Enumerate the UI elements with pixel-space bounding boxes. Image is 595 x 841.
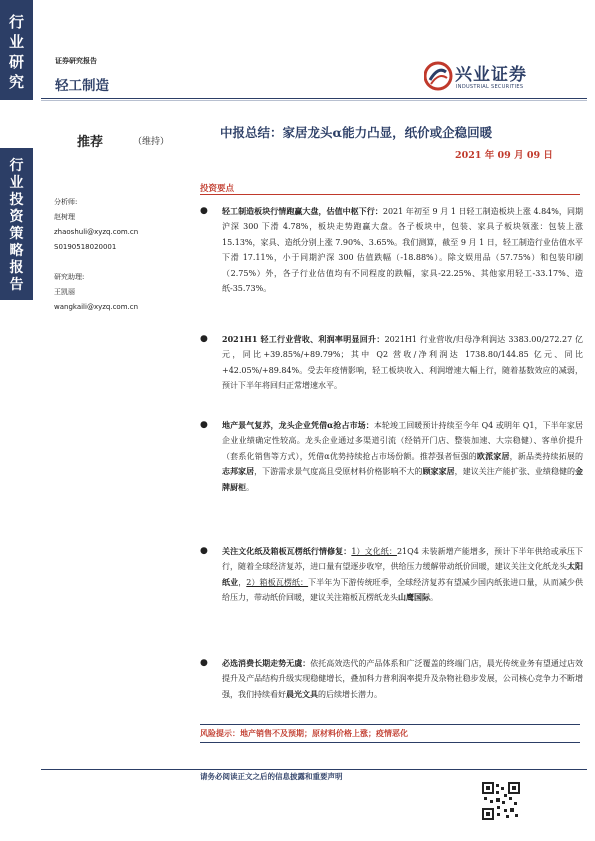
bullet-text: 2021H1 行业营收/归母净利润达 3383.00/272.27 亿元，同比+39.85%/+89.79%；其中 Q2 营收/净利润达 1738.80/144.85 亿元、同比+42.05%/+89.84%。受去年疫情影响，轻工板块收入、利润增速大幅上行，随着基数效应的减弱，预计下半年将回归正常增速水平。 (222, 335, 583, 391)
bullet-item (200, 204, 583, 296)
logo-text-cn: 兴业证券 (455, 65, 527, 85)
bullet-heading: 地产景气复苏，龙头企业凭借α抢占市场： (222, 420, 374, 430)
bullet-text: ，建议关注产能扩张、业绩稳健的 (454, 467, 576, 477)
bullet-text: 的后续增长潜力。 (318, 689, 382, 699)
analyst-label: 分析师: (54, 198, 78, 206)
sidebar-char: 告 (9, 277, 24, 293)
risk-rule-bottom (200, 742, 580, 743)
company-highlight: 晨光文具 (286, 688, 318, 699)
bullet-item: ● 关注文化纸及箱板瓦楞纸行情修复：1）文化纸：21Q4 未装新增产能增多，预计下半年供给或承压下行，随着全球经济复苏，进口量有望逐步收窄，供给压力缓解带动纸价回暖，建议关注文化纸龙头太阳纸业，2）箱板瓦楞纸：下半年为下游传统旺季，全球经济复苏有望减少国内纸张进口量，从而减少供给压力，带动纸价回暖，建议关注箱板瓦楞纸龙头山鹰国际。 (200, 546, 584, 603)
sidebar-char: 策 (9, 226, 24, 242)
bullet-dot-icon: ● (200, 206, 208, 216)
sidebar-bottom-label (0, 158, 33, 294)
company-highlight: 金牌厨柜 (222, 466, 584, 492)
bullet-heading: 2021H1 轻工行业营收、利润率明显回升： (222, 334, 385, 344)
sidebar-char: 投 (9, 192, 24, 208)
bullet-text: ，下游需求景气度高且受原材料价格影响不大的 (254, 467, 423, 477)
header-rule-thin (41, 100, 587, 101)
logo-text-en: INDUSTRIAL SECURITIES (456, 84, 524, 90)
sidebar-bottom-band (0, 148, 33, 300)
company-highlight: 太阳纸业 (222, 561, 584, 587)
header-rule (41, 98, 587, 99)
sidebar-char: 业 (8, 33, 24, 51)
sidebar-char: 究 (8, 73, 24, 91)
analyst-cert: S0190518020001 (54, 243, 117, 251)
sidebar-char: 报 (9, 260, 24, 276)
bullet-item (200, 332, 583, 394)
report-type: 证券研究报告 (55, 56, 97, 65)
risk-warning: 风险提示：地产销售不及预期；原材料价格上涨；疫情恶化 (200, 728, 408, 738)
bullet-subhead: 1）文化纸： (351, 547, 397, 556)
disclaimer: 请务必阅读正文之后的信息披露和重要声明 (200, 772, 343, 781)
bullet-heading: 轻工制造板块行情跑赢大盘，估值中枢下行： (222, 206, 383, 216)
bullet-dot-icon: ● (200, 546, 208, 556)
industry-name: 轻工制造 (55, 78, 109, 94)
company-highlight: 山鹰国际 (398, 592, 430, 603)
sidebar-char: 业 (9, 175, 24, 191)
bullet-heading: 关注文化纸及箱板瓦楞纸行情修复： (222, 546, 352, 556)
section-heading: 投资要点 (200, 184, 235, 194)
section-rule (200, 194, 580, 195)
sidebar-char: 研 (8, 53, 24, 71)
bullet-text: 本轮竣工回暖预计持续至今年 Q4 或明年 Q1，下半年家居企业业绩确定性较高。龙头企业通过多渠道引流（经销开门店、整装加速、大宗稳健）、客单价提升（套系化销售等方式），凭借α优势持续抢占市场份额。推荐强者恒强的 (222, 421, 583, 461)
report-title: 中报总结：家居龙头α能力凸显，纸价或企稳回暖 (220, 125, 493, 140)
sidebar-char: 资 (9, 209, 24, 225)
report-date: 2021 年 09 月 09 日 (455, 150, 553, 161)
bullet-text: 。 (246, 482, 254, 492)
company-highlight: 志邦家居 (222, 466, 255, 477)
bullet-item (200, 656, 583, 702)
bullet-item (200, 418, 583, 495)
assistant-label: 研究助理: (54, 273, 85, 281)
bullet-dot-icon: ● (200, 420, 208, 430)
bullet-dot-icon: ● (200, 334, 208, 344)
footer-rule (41, 769, 587, 770)
analyst-info (54, 195, 194, 315)
rating-status: （维持） (133, 137, 170, 147)
bullet-text: 21Q4 未装新增产能增多，预计下半年供给或承压下行，随着全球经济复苏，进口量有望逐步收窄，供给压力缓解带动纸价回暖，建议关注文化纸龙头 (222, 547, 584, 572)
bullet-text: 2021 年初至 9 月 1 日轻工制造板块上涨 4.84%，同期沪深 300 下滑 4.78%，板块走势跑赢大盘。各子板块中，包装、家具子板块领涨：包装上涨 15.13%，家具、造纸分别上涨 7.90%、3.65%。我们测算，截至 9 月 1 日，轻工制造行业估值水平下滑 17.11%，小于同期沪深 300 估值跌幅（-18.88%）。除文娱用品（57.75%）和包装印刷（2.75%）外，各子行业估值均有不同程度的跌幅，家具-22.25%、其他家用轻工-33.17%、造纸-35.73%。 (222, 207, 584, 294)
bullet-text: 下半年为下游传统旺季，全球经济复苏有望减少国内纸张进口量，从而减少供给压力，带动纸价回暖，建议关注箱板瓦楞纸龙头 (222, 577, 584, 603)
company-highlight: 欧派家居 (476, 450, 510, 461)
bullet-text: ，新品类持续拓展的 (509, 451, 584, 461)
bullet-text: 依托高效迭代的产品体系和广泛覆盖的终端门店，晨光传统业务有望通过店效提升及产品结构升级实现稳健增长，叠加科力普利润率提升及杂物社稳步发展，公司核心竞争力不断增强，我们持续看好 (222, 659, 583, 699)
bullet-dot-icon: ● (200, 658, 208, 668)
assistant-email[interactable]: wangkaili@xyzq.com.cn (54, 303, 139, 311)
qr-code-icon (482, 782, 520, 820)
bullet-text: 。 (430, 593, 438, 603)
bullet-heading: 必选消费长期走势无虞： (222, 658, 311, 668)
analyst-name: 赵树理 (54, 213, 75, 221)
rating-label: 推荐 (77, 135, 104, 150)
sidebar-char: 略 (9, 243, 24, 259)
bullet-subhead: 2）箱板瓦楞纸： (246, 577, 309, 587)
sidebar-top-label (0, 12, 33, 92)
risk-rule-top (200, 724, 580, 725)
analyst-email[interactable]: zhaoshuli@xyzq.com.cn (54, 228, 139, 236)
sidebar-top-band (0, 0, 33, 100)
sidebar-char: 行 (9, 158, 24, 174)
assistant-name: 王凯丽 (54, 288, 75, 296)
company-highlight: 顾家家居 (422, 466, 455, 477)
sidebar-char: 行 (8, 13, 24, 31)
